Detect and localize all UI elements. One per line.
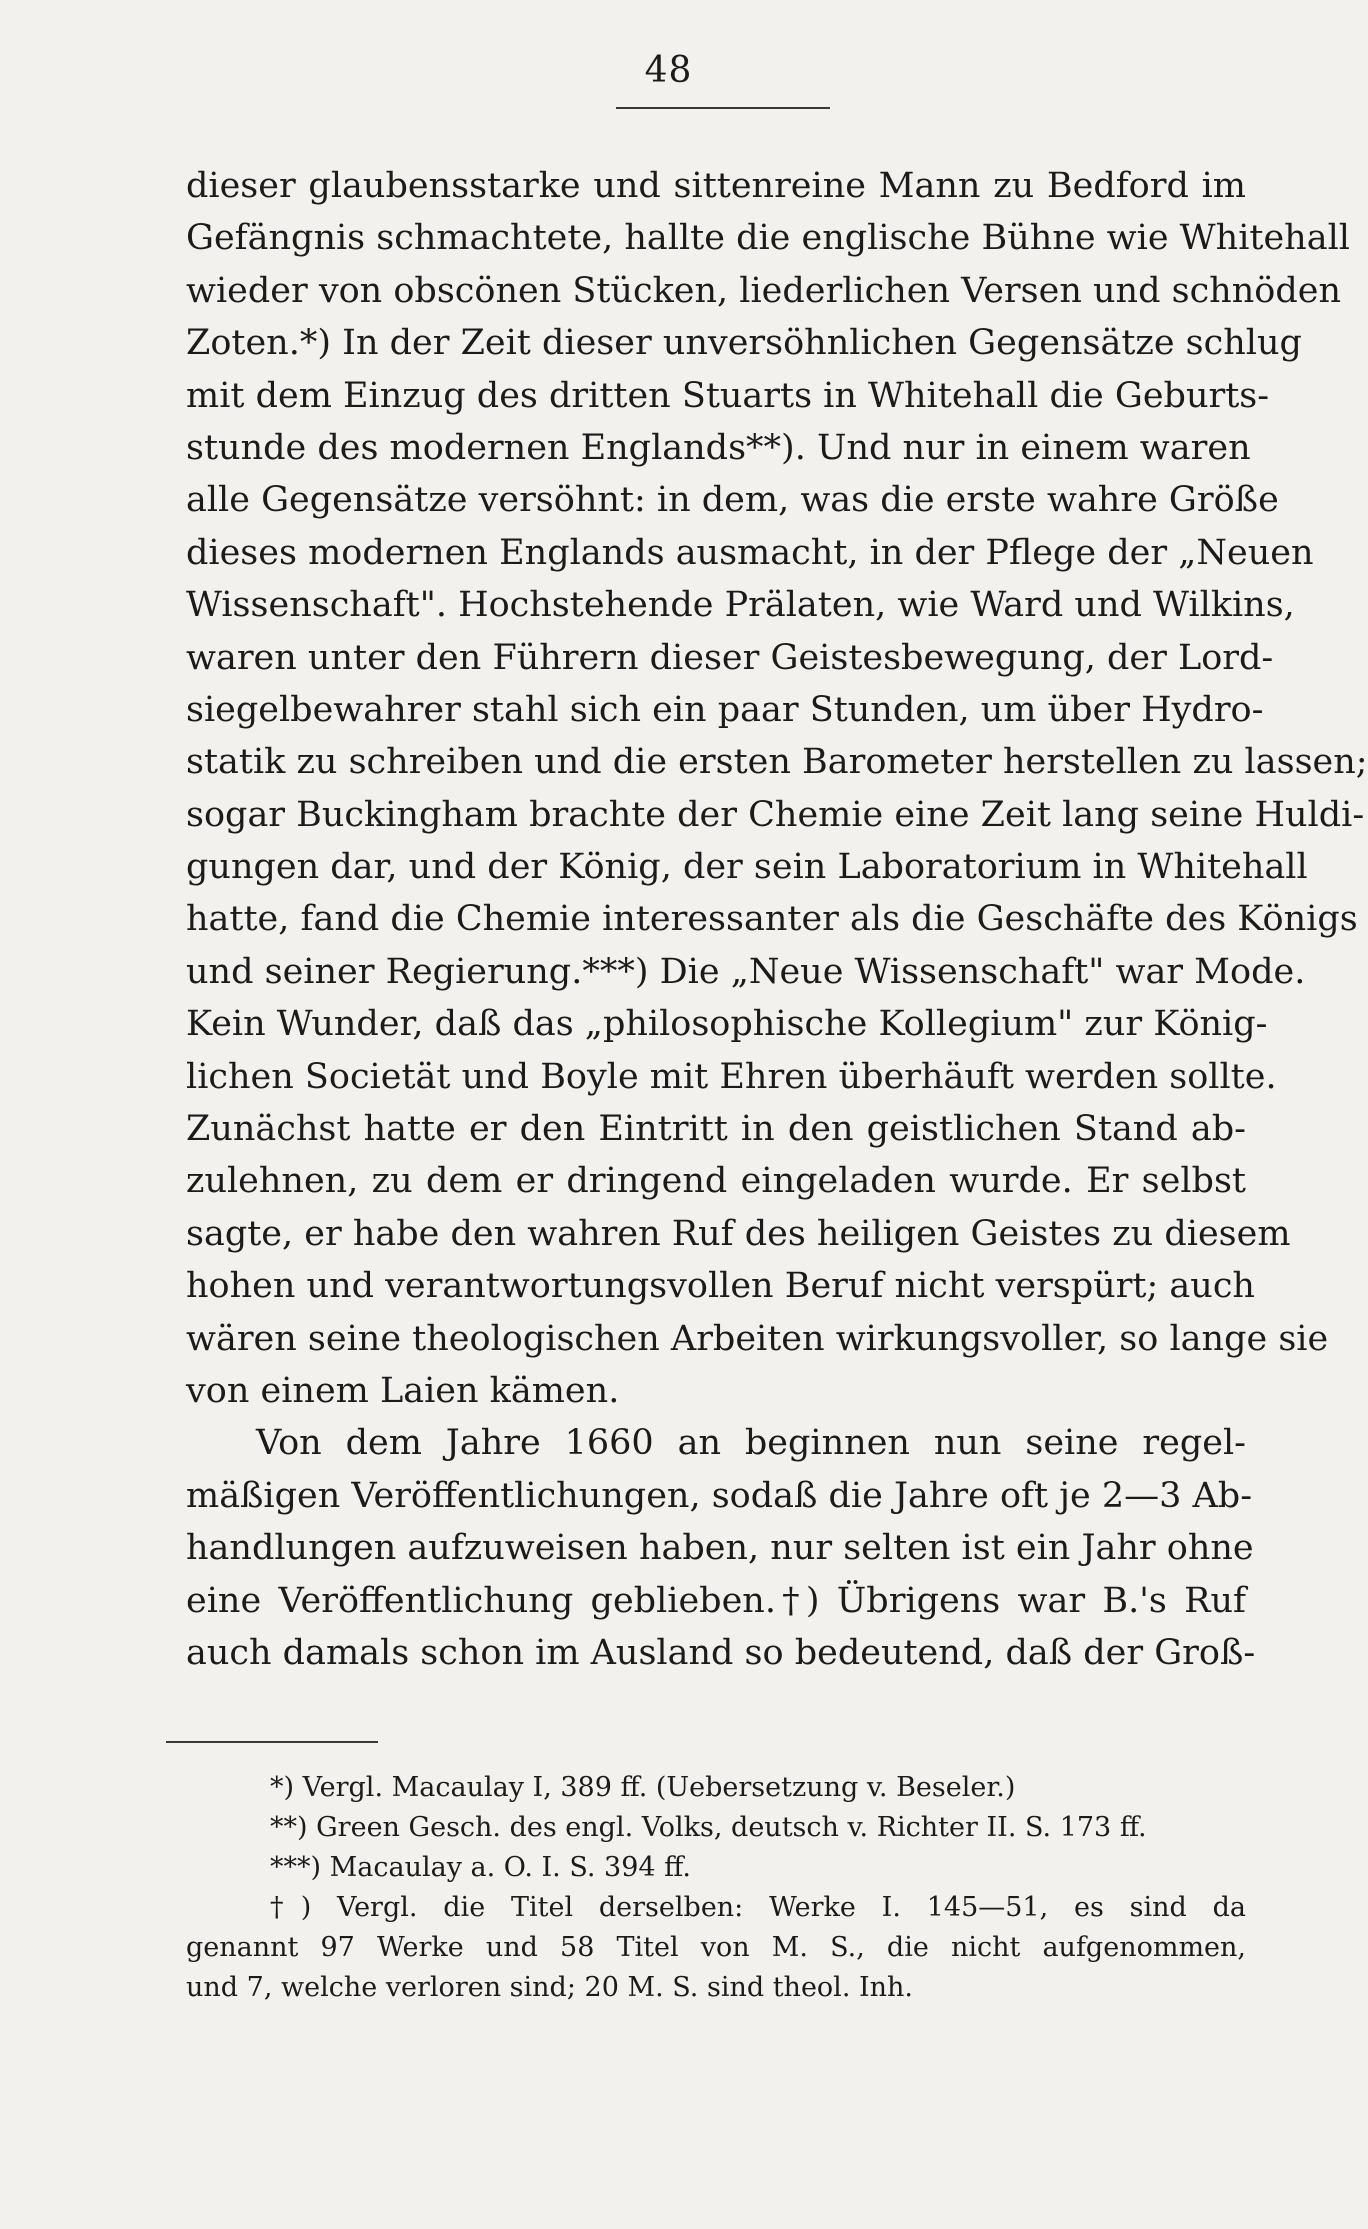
footnote-line: **) Green Gesch. des engl. Volks, deutsch v. Richter II. S. 173 ff. (270, 1812, 1147, 1843)
footnote-line: *) Vergl. Macaulay I, 389 ff. (Uebersetzung v. Beseler.) (270, 1772, 1016, 1803)
body-line: waren unter den Führern dieser Geistesbewegung, der Lord- (186, 637, 1274, 678)
body-line: und seiner Regierung.***) Die „Neue Wissenschaft" war Mode. (186, 951, 1306, 992)
footnotes (186, 1768, 1246, 2008)
body-line: siegelbewahrer stahl sich ein paar Stunden, um über Hydro- (186, 689, 1264, 730)
body-line: hohen und verantwortungsvollen Beruf nicht verspürt; auch (186, 1266, 1255, 1307)
body-line: wieder von obscönen Stücken, liederlichen Versen und schnöden (186, 270, 1341, 311)
page-number: 48 (644, 50, 693, 91)
body-line: wären seine theologischen Arbeiten wirkungsvoller, so lange sie (186, 1318, 1329, 1359)
body-line: dieses modernen Englands ausmacht, in der Pflege der „Neuen (186, 532, 1314, 573)
body-line: hatte, fand die Chemie interessanter als die Geschäfte des Königs (186, 899, 1358, 940)
footnote-line: †) Vergl. die Titel derselben: Werke I. 145—51, es sind da (270, 1892, 1246, 1923)
body-line: stunde des modernen Englands**). Und nur in einem waren (186, 427, 1251, 468)
body-line: lichen Societät und Boyle mit Ehren überhäuft werden sollte. (186, 1056, 1277, 1097)
body-line: von einem Laien kämen. (186, 1370, 620, 1411)
header-rule (616, 107, 830, 109)
body-line: sagte, er habe den wahren Ruf des heiligen Geistes zu diesem (186, 1213, 1291, 1254)
body-line: Zoten.*) In der Zeit dieser unversöhnlichen Gegensätze schlug (186, 323, 1302, 364)
body-line: dieser glaubensstarke und sittenreine Mann zu Bedford im (186, 166, 1246, 206)
body-line: mit dem Einzug des dritten Stuarts in Whitehall die Geburts- (186, 375, 1270, 416)
body-line: zulehnen, zu dem er dringend eingeladen wurde. Er selbst (186, 1161, 1246, 1202)
footnote-rule (166, 1741, 378, 1743)
body-line: gungen dar, und der König, der sein Laboratorium in Whitehall (186, 847, 1308, 888)
body-line: mäßigen Veröffentlichungen, sodaß die Jahre oft je 2—3 Ab- (186, 1475, 1253, 1516)
body-line: handlungen aufzuweisen haben, nur selten ist ein Jahr ohne (186, 1528, 1254, 1569)
body-line: sogar Buckingham brachte der Chemie eine Zeit lang seine Huldi- (186, 794, 1365, 835)
body-line: Wissenschaft". Hochstehende Prälaten, wie Ward und Wilkins, (186, 585, 1295, 626)
body-line: Gefängnis schmachtete, hallte die englische Bühne wie Whitehall (186, 218, 1350, 259)
body-line: statik zu schreiben und die ersten Barometer herstellen zu lassen; (186, 742, 1368, 783)
body-line: alle Gegensätze versöhnt: in dem, was die erste wahre Größe (186, 480, 1279, 521)
footnote-line: genannt 97 Werke und 58 Titel von M. S., die nicht aufgenommen, (186, 1932, 1246, 1963)
footnote-line: und 7, welche verloren sind; 20 M. S. sind theol. Inh. (186, 1972, 914, 2003)
footnote-line: ***) Macaulay a. O. I. S. 394 ff. (270, 1852, 691, 1883)
body-line: eine Veröffentlichung geblieben.†) Übrigens war B.'s Ruf (186, 1580, 1246, 1621)
body-line: auch damals schon im Ausland so bedeutend, daß der Groß- (186, 1632, 1256, 1673)
body-line: Zunächst hatte er den Eintritt in den geistlichen Stand ab- (186, 1109, 1246, 1150)
body-line: Von dem Jahre 1660 an beginnen nun seine regel- (256, 1423, 1246, 1464)
body-text (186, 160, 1368, 1679)
body-line: Kein Wunder, daß das „philosophische Kollegium" zur König- (186, 1004, 1268, 1045)
